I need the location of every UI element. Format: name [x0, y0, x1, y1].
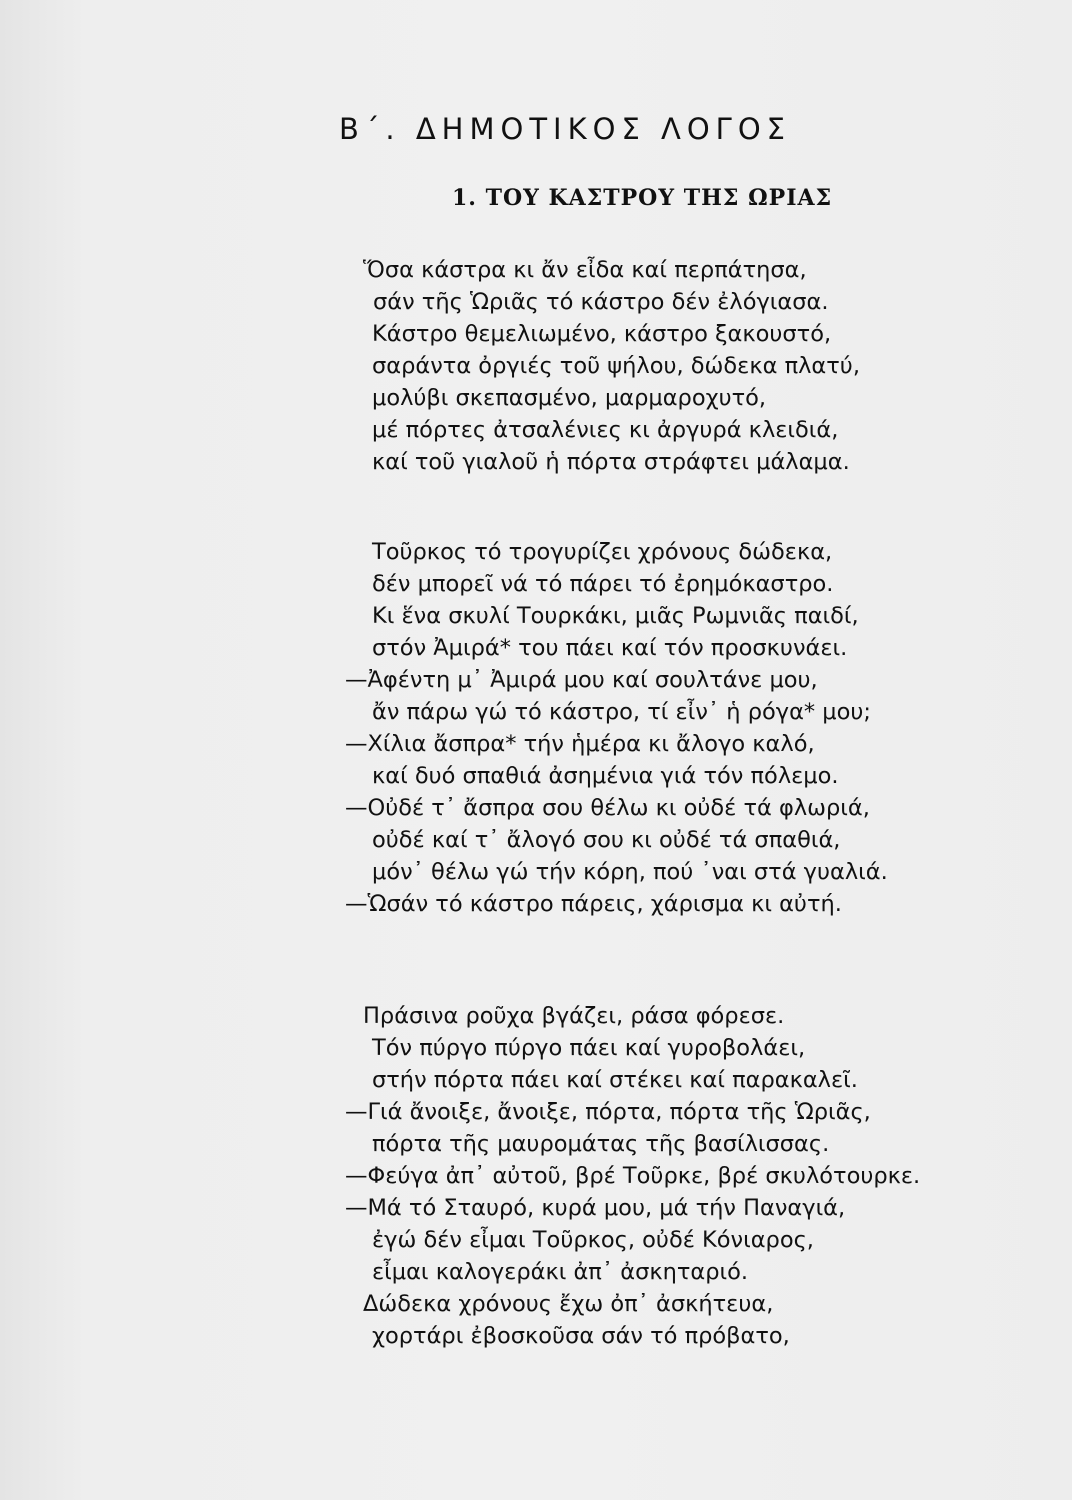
poem-line: —Φεύγα ἀπ᾿ αὐτοῦ, βρέ Τοῦρκε, βρέ σκυλότουρκε.	[345, 1163, 921, 1189]
poem-line: δέν μπορεῖ νά τό πάρει τό ἐρημόκαστρο.	[372, 571, 834, 597]
poem-line: μολύβι σκεπασμένο, μαρμαροχυτό,	[372, 385, 767, 411]
poem-line: Τόν πύργο πύργο πάει καί γυροβολάει,	[372, 1035, 806, 1061]
poem-line: Τοῦρκος τό τρογυρίζει χρόνους δώδεκα,	[372, 539, 833, 565]
poem-line: χορτάρι ἐβοσκοῦσα σάν τό πρόβατο,	[372, 1323, 790, 1349]
poem-line: —Ὡσάν τό κάστρο πάρεις, χάρισμα κι αὐτή.	[345, 891, 842, 917]
poem-line: σαράντα ὀργιές τοῦ ψήλου, δώδεκα πλατύ,	[372, 353, 860, 379]
section-title: Β΄. ΔΗΜΟΤΙΚΟΣ ΛΟΓΟΣ	[339, 112, 791, 146]
poem-line: μέ πόρτες ἀτσαλένιες κι ἀργυρά κλειδιά,	[372, 417, 839, 443]
poem-line: Κάστρο θεμελιωμένο, κάστρο ξακουστό,	[372, 321, 832, 347]
poem-line: ἄν πάρω γώ τό κάστρο, τί εἶν᾿ ἡ ρόγα* μου;	[372, 699, 871, 725]
poem-line: καί δυό σπαθιά ἀσημένια γιά τόν πόλεμο.	[372, 763, 839, 789]
poem-line: —Οὐδέ τ᾿ ἄσπρα σου θέλω κι οὐδέ τά φλωριά,	[345, 795, 870, 821]
poem-line: Δώδεκα χρόνους ἔχω ὀπ᾿ ἀσκήτευα,	[363, 1291, 774, 1317]
poem-line: —Χίλια ἄσπρα* τήν ἡμέρα κι ἄλογο καλό,	[345, 731, 815, 757]
poem-line: Ὅσα κάστρα κι ἄν εἶδα καί περπάτησα,	[363, 257, 807, 283]
poem-line: —Μά τό Σταυρό, κυρά μου, μά τήν Παναγιά,	[345, 1195, 846, 1221]
poem-line: καί τοῦ γιαλοῦ ἡ πόρτα στράφτει μάλαμα.	[372, 449, 850, 475]
poem-line: πόρτα τῆς μαυρομάτας τῆς βασίλισσας.	[372, 1131, 830, 1157]
poem-line: —Ἀφέντη μ᾿ Ἀμιρά μου καί σουλτάνε μου,	[345, 667, 818, 693]
poem-line: μόν᾿ θέλω γώ τήν κόρη, πού ᾿ναι στά γυαλιά.	[372, 859, 888, 885]
poem-line: Πράσινα ροῦχα βγάζει, ράσα φόρεσε.	[363, 1003, 785, 1029]
poem-line: στόν Ἀμιρά* του πάει καί τόν προσκυνάει.	[372, 635, 848, 661]
poem-line: στήν πόρτα πάει καί στέκει καί παρακαλεῖ.	[372, 1067, 858, 1093]
poem-line: οὐδέ καί τ᾿ ἄλογό σου κι οὐδέ τά σπαθιά,	[372, 827, 841, 853]
poem-line: εἶμαι καλογεράκι ἀπ᾿ ἀσκηταριό.	[372, 1259, 749, 1285]
poem-line: —Γιά ἄνοιξε, ἄνοιξε, πόρτα, πόρτα τῆς Ὡριᾶς,	[345, 1099, 871, 1125]
poem-line: ἐγώ δέν εἶμαι Τοῦρκος, οὐδέ Κόνιαρος,	[372, 1227, 814, 1253]
poem-title: 1. ΤΟΥ ΚΑΣΤΡΟΥ ΤΗΣ ΩΡΙΑΣ	[452, 185, 833, 211]
poem-line: Κι ἕνα σκυλί Τουρκάκι, μιᾶς Ρωμνιᾶς παιδί,	[372, 603, 859, 629]
poem-line: σάν τῆς Ὡριᾶς τό κάστρο δέν ἐλόγιασα.	[373, 289, 829, 315]
